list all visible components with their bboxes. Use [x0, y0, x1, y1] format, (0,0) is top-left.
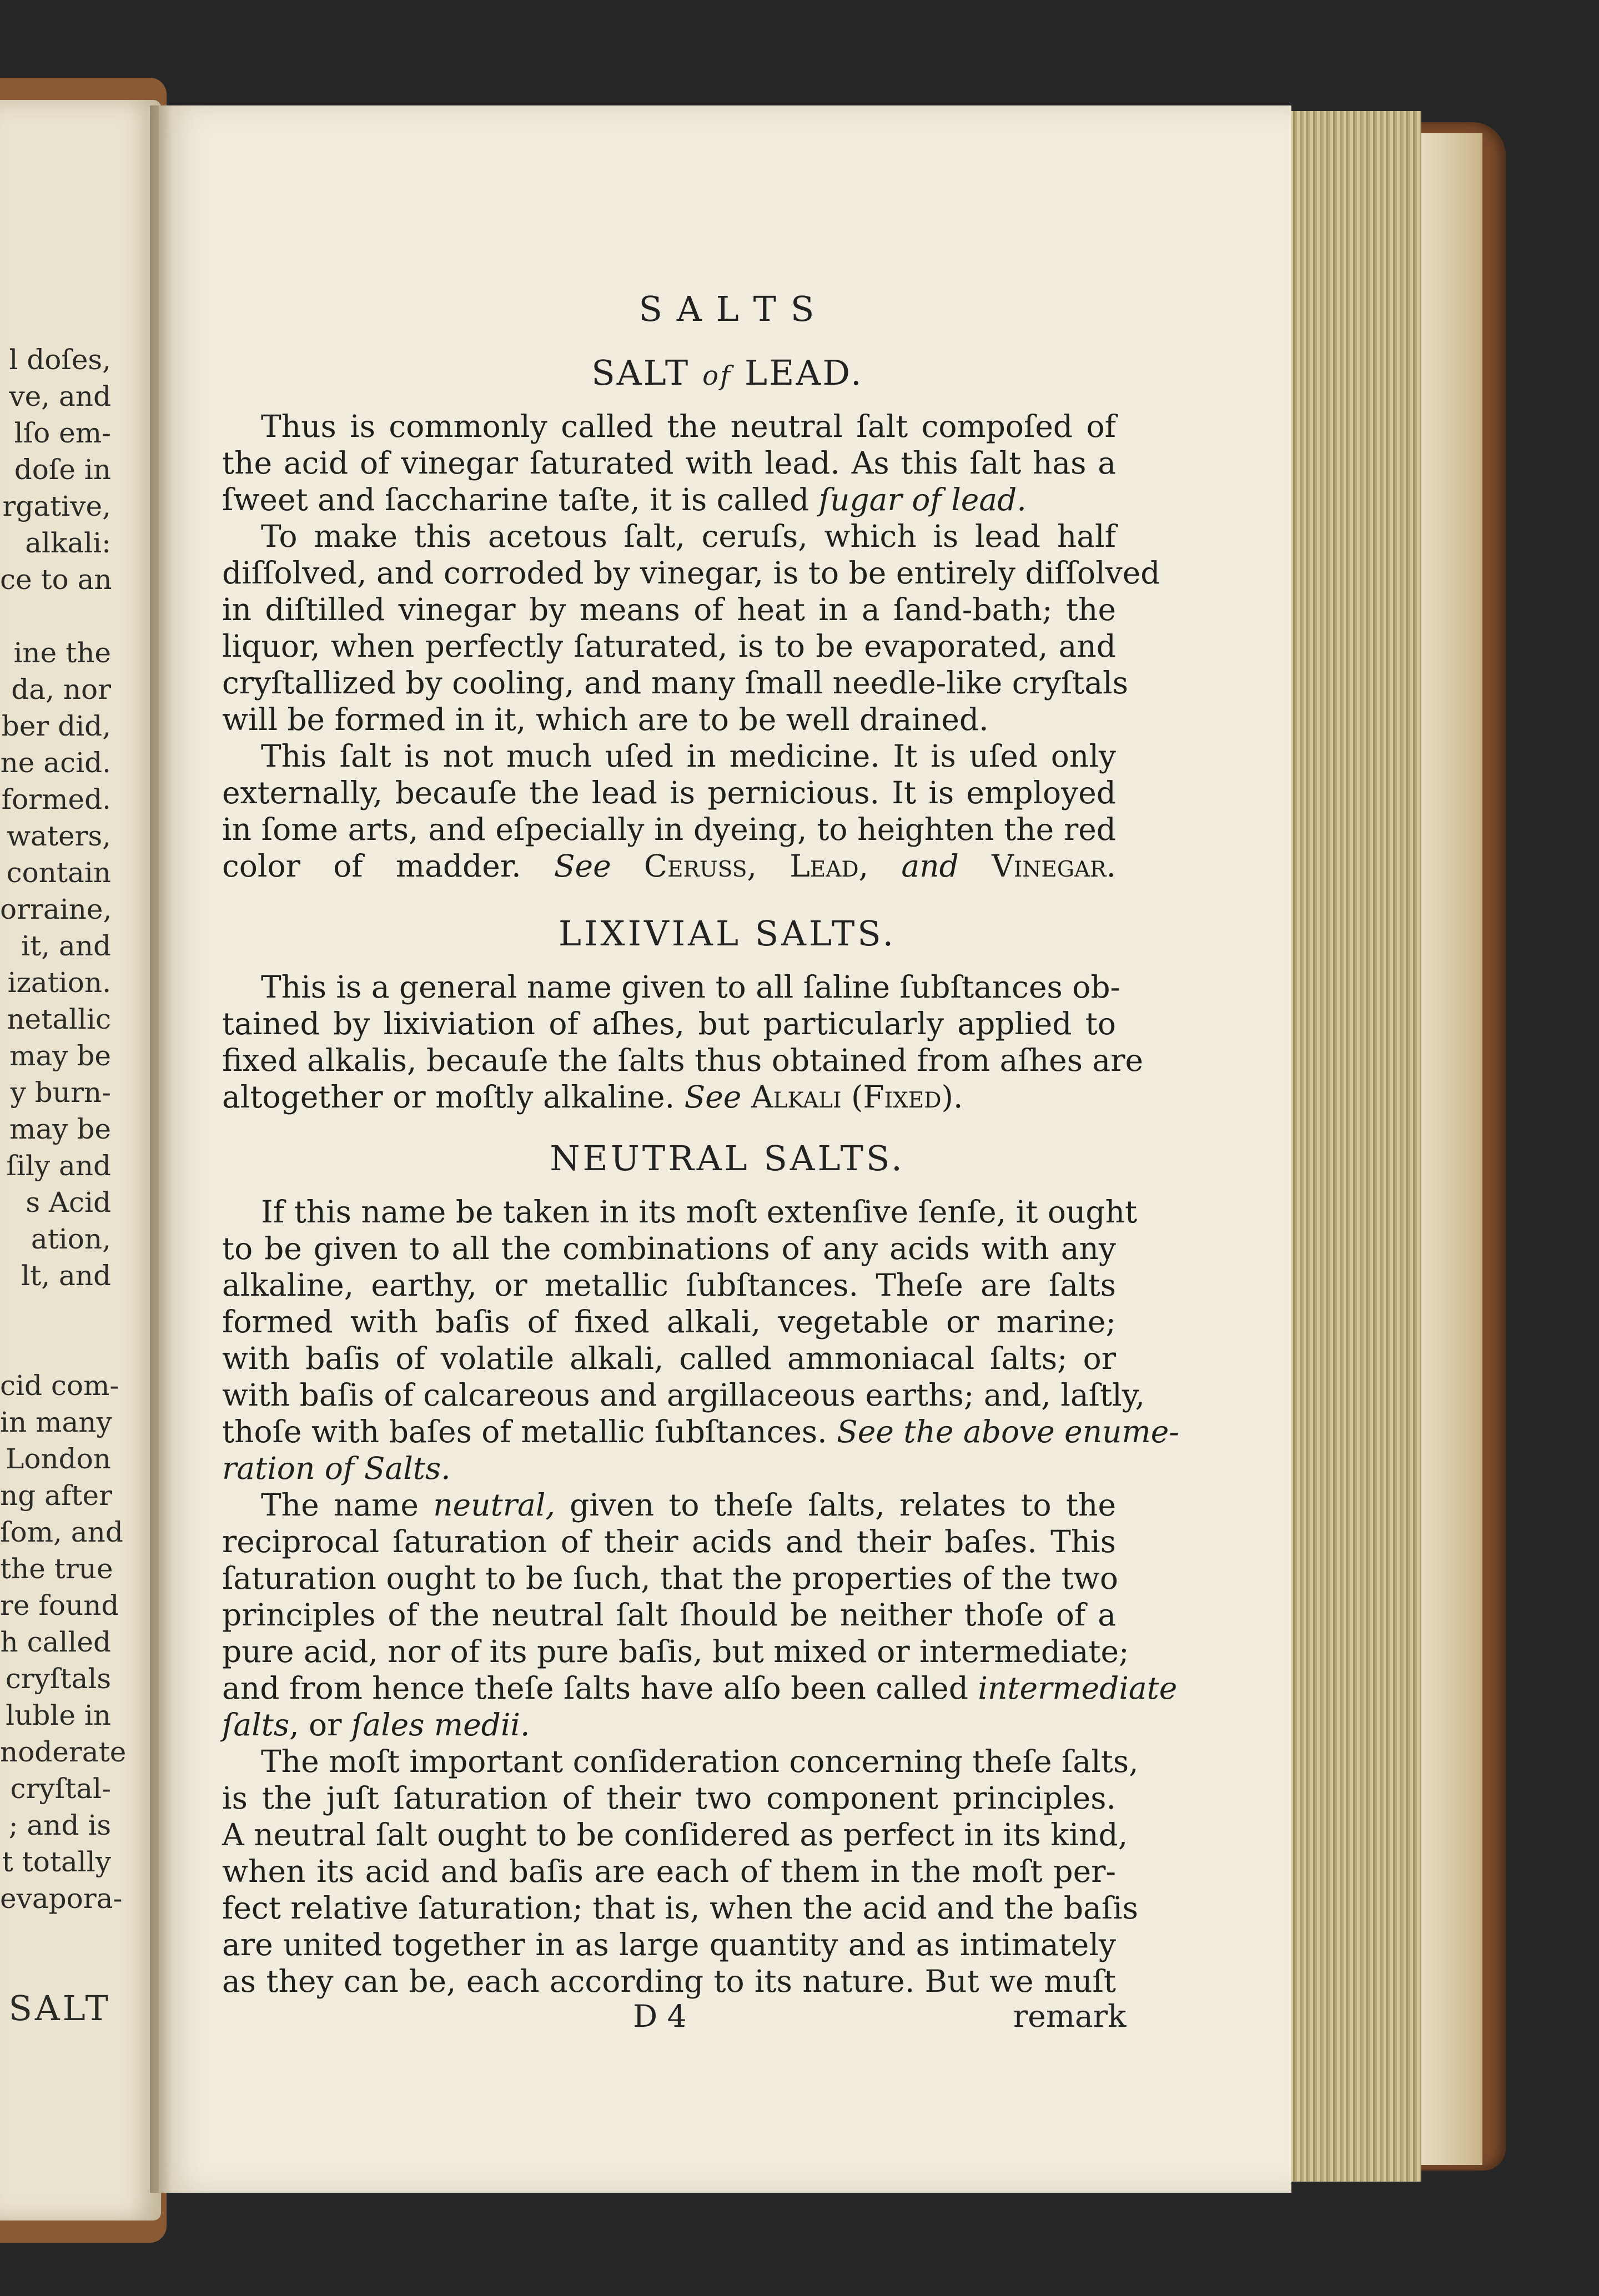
left-page-line: the true: [0, 1553, 113, 1585]
text-line: tained by lixiviation of aſhes, but particularly applied to: [222, 1006, 1116, 1041]
text-line: with baſis of volatile alkali, called ammoniacal ſalts; or: [222, 1341, 1116, 1376]
text-line: If this name be taken in its moſt extenſive ſenſe, it ought: [261, 1194, 1138, 1230]
left-page-line: ſom, and: [0, 1516, 123, 1548]
see-reference: See the above enume-: [837, 1414, 1179, 1449]
running-head: S A L T S: [638, 289, 816, 329]
title-part: LEAD.: [732, 353, 863, 393]
text-line: [222, 1450, 1116, 1487]
left-page-line: cryſtals: [5, 1663, 111, 1695]
left-page-line: London: [6, 1443, 111, 1475]
text-line: liquor, when perfectly ſaturated, is to be evaporated, and: [222, 628, 1116, 664]
left-page-line: cryſtal-: [10, 1773, 111, 1805]
text-line: fect relative ſaturation; that is, when the acid and the baſis: [222, 1890, 1138, 1926]
text-line: This ſalt is not much uſed in medicine. It is uſed only: [261, 738, 1116, 774]
left-page-line: ne acid.: [0, 747, 111, 779]
text-line: reciprocal ſaturation of their acids and their baſes. This: [222, 1524, 1116, 1559]
text-line: diſſolved, and corroded by vinegar, is to be entirely diſſolved: [222, 555, 1160, 591]
text-line: will be formed in it, which are to be well drained.: [222, 702, 989, 737]
text-segment: altogether or moſtly alkaline.: [222, 1079, 685, 1115]
section-title-lixivial-salts: LIXIVIAL SALTS.: [558, 913, 897, 954]
left-page-line: l doſes,: [9, 344, 111, 376]
left-page-line: ine the: [13, 637, 111, 669]
left-page-line: ization.: [7, 966, 111, 999]
left-page-line: lſo em-: [14, 417, 111, 449]
left-page-line: contain: [6, 857, 111, 889]
see-label: See: [554, 848, 611, 884]
page-edges: [1288, 111, 1421, 2182]
text-line: [222, 1670, 1178, 1706]
text-line: [222, 848, 1116, 884]
cross-reference: Ceruss, Lead,: [643, 848, 869, 884]
see-reference: ration of Salts.: [222, 1451, 451, 1486]
left-page-line: ng after: [0, 1479, 113, 1512]
text-line: [222, 1706, 1116, 1743]
left-page-line: alkali:: [25, 527, 111, 559]
left-page-line: lt, and: [21, 1260, 111, 1292]
left-page-line: formed.: [1, 783, 111, 815]
text-line: with baſis of calcareous and argillaceous earths; and, laſtly,: [222, 1377, 1145, 1413]
text-segment: thoſe with baſes of metallic ſubſtances.: [222, 1414, 837, 1449]
left-page-line: luble in: [6, 1699, 111, 1731]
text-line: alkaline, earthy, or metallic ſubſtances. Theſe are ſalts: [222, 1267, 1116, 1303]
left-page-line: ; and is: [8, 1809, 111, 1841]
text-line: in diſtilled vinegar by means of heat in a ſand-bath; the: [222, 592, 1116, 627]
text-line: fixed alkalis, becauſe the ſalts thus obtained from aſhes are: [222, 1043, 1144, 1078]
text-line: formed with baſis of fixed alkali, vegetable or marine;: [222, 1304, 1116, 1340]
text-line: as they can be, each according to its nature. But we muſt: [222, 1963, 1116, 1999]
section-title-neutral-salts: NEUTRAL SALTS.: [550, 1138, 905, 1179]
text-line: externally, becauſe the lead is pernicious. It is employed: [222, 775, 1116, 810]
text-line: the acid of vinegar ſaturated with lead. As this ſalt has a: [222, 445, 1116, 481]
term-sugar-of-lead: ſugar of lead.: [818, 482, 1027, 517]
text-line: in ſome arts, and eſpecially in dyeing, to heighten the red: [222, 812, 1116, 847]
text-segment: , or: [289, 1707, 351, 1743]
text-line: [222, 481, 1116, 518]
text-line: are united together in as large quantity and as intimately: [222, 1927, 1116, 1962]
cover-edge: [1421, 133, 1482, 2165]
text-segment: ſweet and ſaccharine taſte, it is called: [222, 482, 819, 517]
text-line: ſaturation ought to be ſuch, that the properties of the two: [222, 1560, 1118, 1596]
text-line: pure acid, nor of its pure baſis, but mixed or intermediate;: [222, 1634, 1129, 1669]
text-line: This is a general name given to all ſaline ſubſtances ob-: [261, 969, 1121, 1005]
term-neutral: neutral,: [433, 1487, 555, 1523]
section-title-salt-of-lead: [161, 353, 1294, 393]
text-line: [261, 1487, 1116, 1523]
title-part: SALT: [591, 353, 703, 393]
left-page-line: da, nor: [11, 673, 111, 706]
left-page-line: may be: [9, 1113, 111, 1145]
text-line: is the juſt ſaturation of their two component principles.: [222, 1780, 1116, 1816]
text-line: [222, 1079, 1116, 1115]
cross-reference: Alkali (Fixed).: [751, 1079, 963, 1115]
signature-mark: D 4: [633, 1998, 687, 2034]
left-page-line: re found: [0, 1589, 119, 1622]
left-page-line: h called: [0, 1626, 111, 1658]
text-line: cryſtallized by cooling, and many ſmall needle-like cryſtals: [222, 665, 1128, 701]
left-page-line: orraine,: [0, 893, 112, 925]
left-page-line: noderate: [0, 1736, 127, 1768]
left-page-line: rgative,: [2, 490, 111, 522]
title-of: of: [702, 360, 732, 391]
term-salts: ſalts: [222, 1707, 290, 1743]
text-segment: The name: [261, 1487, 434, 1523]
term-intermediate: intermediate: [978, 1670, 1178, 1706]
text-line: The moſt important conſideration concerning theſe ſalts,: [261, 1744, 1139, 1779]
left-page-line: t totally: [2, 1846, 111, 1878]
left-page-line: SALT: [8, 1988, 111, 2028]
left-page-line: evapora-: [0, 1882, 123, 1915]
and-label: and: [901, 848, 959, 884]
text-line: A neutral ſalt ought to be conſidered as perfect in its kind,: [222, 1817, 1128, 1852]
text-line: [222, 1413, 1179, 1450]
text-line: Thus is commonly called the neutral ſalt compoſed of: [261, 409, 1116, 444]
text-line: when its acid and baſis are each of them in the moſt per-: [222, 1854, 1116, 1889]
catchword: remark: [1013, 1998, 1127, 2034]
left-page-line: doſe in: [14, 454, 111, 486]
left-page-line: cid com-: [0, 1369, 119, 1402]
left-page-line: may be: [9, 1040, 111, 1072]
left-page-line: ation,: [31, 1223, 111, 1255]
left-page-line: ber did,: [1, 710, 111, 742]
left-page-line: waters,: [7, 820, 111, 852]
left-page-line: in many: [0, 1406, 112, 1438]
see-label: See: [684, 1079, 742, 1115]
left-page-line: s Acid: [26, 1186, 111, 1219]
left-page-line: y burn-: [10, 1076, 111, 1109]
text-line: to be given to all the combinations of any acids with any: [222, 1231, 1116, 1266]
left-page-line: ve, and: [9, 380, 111, 412]
term-sales-medii: ſales medii.: [351, 1707, 530, 1743]
text-line: To make this acetous ſalt, ceruſs, which is lead half: [261, 518, 1116, 554]
text-line: principles of the neutral ſalt ſhould be neither thoſe of a: [222, 1597, 1116, 1633]
text-segment: color of madder.: [222, 848, 554, 884]
left-page-line: ſily and: [6, 1150, 111, 1182]
text-segment: given to theſe ſalts, relates to the: [555, 1487, 1116, 1523]
left-page-line: ce to an: [0, 563, 112, 596]
left-page-line: netallic: [7, 1003, 111, 1035]
cross-reference: Vinegar.: [992, 848, 1116, 884]
left-page-line: it, and: [21, 930, 111, 962]
text-segment: and from hence theſe ſalts have alſo been called: [222, 1670, 978, 1706]
